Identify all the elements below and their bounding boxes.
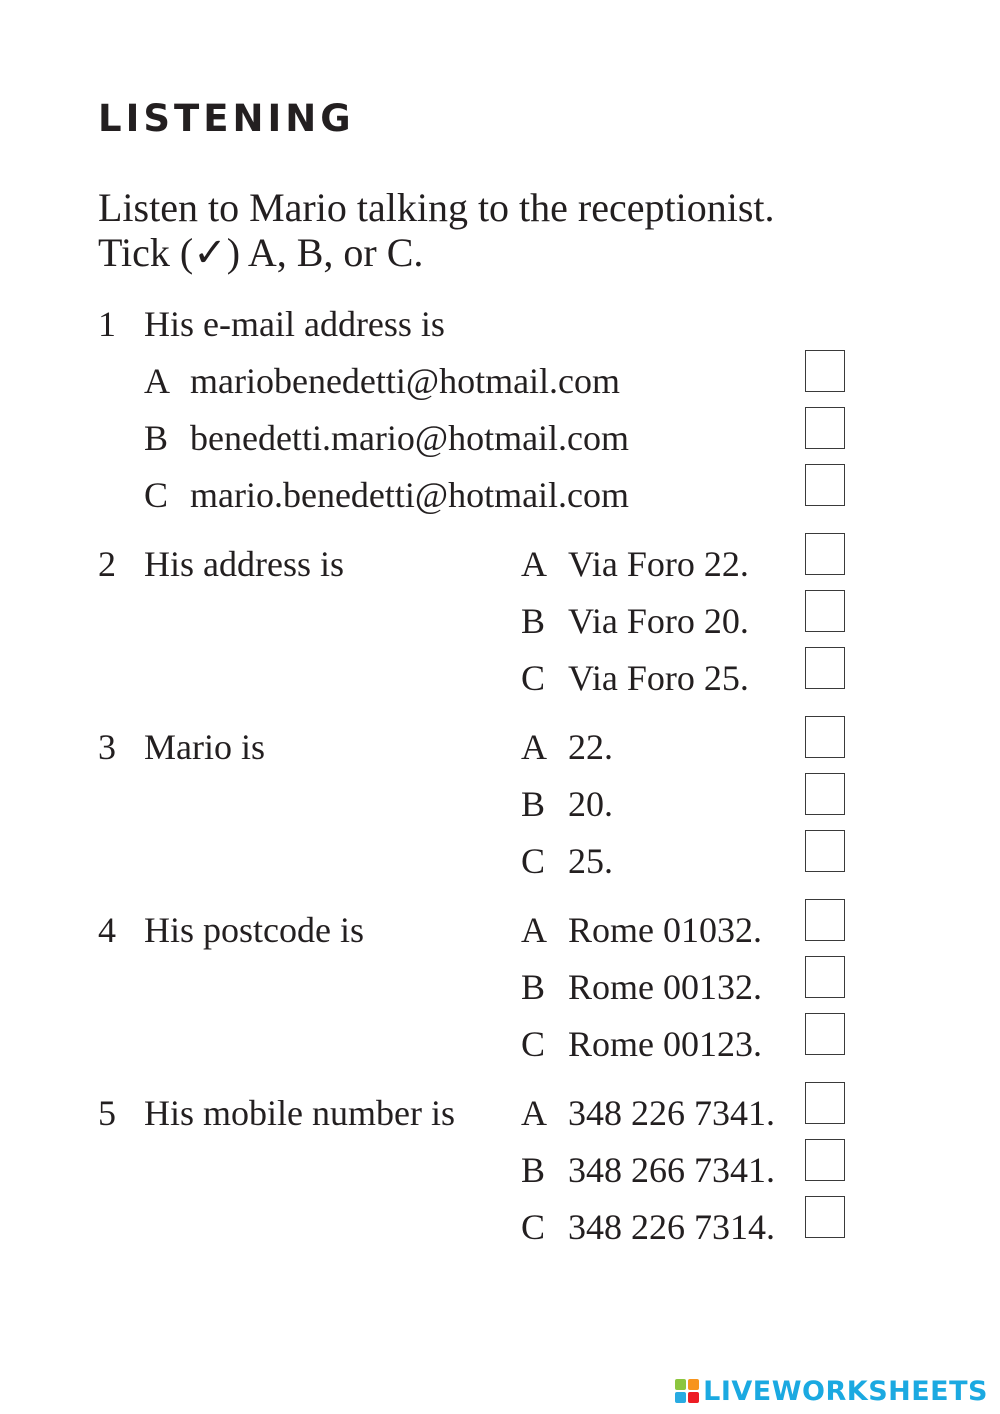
q1-option-b-checkbox[interactable] <box>805 407 845 449</box>
question-number: 2 <box>98 544 116 584</box>
q3-option-c-checkbox[interactable] <box>805 830 845 872</box>
liveworksheets-logo-icon <box>675 1379 699 1403</box>
option-letter: C <box>521 1207 546 1247</box>
q1-option-c-checkbox[interactable] <box>805 464 845 506</box>
option-letter: B <box>521 601 546 641</box>
logo-square <box>688 1379 699 1390</box>
option-text: 20. <box>568 784 613 824</box>
instruction-line-1: Listen to Mario talking to the receptionist. <box>98 185 775 230</box>
logo-square <box>688 1392 699 1403</box>
option-letter: A <box>144 361 170 401</box>
question-number: 1 <box>98 304 116 344</box>
option-letter: C <box>521 1024 546 1064</box>
option-text: 348 226 7314. <box>568 1207 775 1247</box>
q3-option-a-checkbox[interactable] <box>805 716 845 758</box>
brand-name: LIVEWORKSHEETS <box>703 1375 988 1407</box>
option-text: benedetti.mario@hotmail.com <box>190 418 630 458</box>
question-prompt: His e-mail address is <box>144 304 445 344</box>
option-text: mario.benedetti@hotmail.com <box>190 475 630 515</box>
question-number: 4 <box>98 910 116 950</box>
option-letter: A <box>521 910 547 950</box>
option-text: mariobenedetti@hotmail.com <box>190 361 621 401</box>
option-text: Via Foro 20. <box>568 601 749 641</box>
q1-option-a-checkbox[interactable] <box>805 350 845 392</box>
option-letter: C <box>144 475 169 515</box>
q5-option-b-checkbox[interactable] <box>805 1139 845 1181</box>
option-letter: B <box>521 1150 546 1190</box>
question-number: 5 <box>98 1093 116 1133</box>
option-text: 25. <box>568 841 613 881</box>
option-letter: C <box>521 841 546 881</box>
question-prompt: His address is <box>144 544 344 584</box>
q2-option-a-checkbox[interactable] <box>805 533 845 575</box>
option-letter: C <box>521 658 546 698</box>
option-letter: A <box>521 727 547 767</box>
logo-square <box>675 1379 686 1390</box>
q5-option-a-checkbox[interactable] <box>805 1082 845 1124</box>
option-text: 348 226 7341. <box>568 1093 775 1133</box>
option-text: Rome 00132. <box>568 967 762 1007</box>
instruction-line-2: Tick (✓) A, B, or C. <box>98 230 424 275</box>
option-letter: B <box>521 784 546 824</box>
option-text: Via Foro 25. <box>568 658 749 698</box>
question-prompt: Mario is <box>144 727 265 767</box>
option-text: 22. <box>568 727 613 767</box>
logo-square <box>675 1392 686 1403</box>
liveworksheets-watermark <box>675 1376 988 1406</box>
option-letter: A <box>521 544 547 584</box>
option-text: 348 266 7341. <box>568 1150 775 1190</box>
option-letter: A <box>521 1093 547 1133</box>
page-title: LISTENING <box>98 97 355 140</box>
q2-option-b-checkbox[interactable] <box>805 590 845 632</box>
q3-option-b-checkbox[interactable] <box>805 773 845 815</box>
question-number: 3 <box>98 727 116 767</box>
option-text: Rome 01032. <box>568 910 762 950</box>
q2-option-c-checkbox[interactable] <box>805 647 845 689</box>
question-prompt: His mobile number is <box>144 1093 455 1133</box>
question-prompt: His postcode is <box>144 910 364 950</box>
q4-option-a-checkbox[interactable] <box>805 899 845 941</box>
option-letter: B <box>521 967 546 1007</box>
option-letter: B <box>144 418 169 458</box>
option-text: Via Foro 22. <box>568 544 749 584</box>
q4-option-b-checkbox[interactable] <box>805 956 845 998</box>
q4-option-c-checkbox[interactable] <box>805 1013 845 1055</box>
q5-option-c-checkbox[interactable] <box>805 1196 845 1238</box>
option-text: Rome 00123. <box>568 1024 762 1064</box>
